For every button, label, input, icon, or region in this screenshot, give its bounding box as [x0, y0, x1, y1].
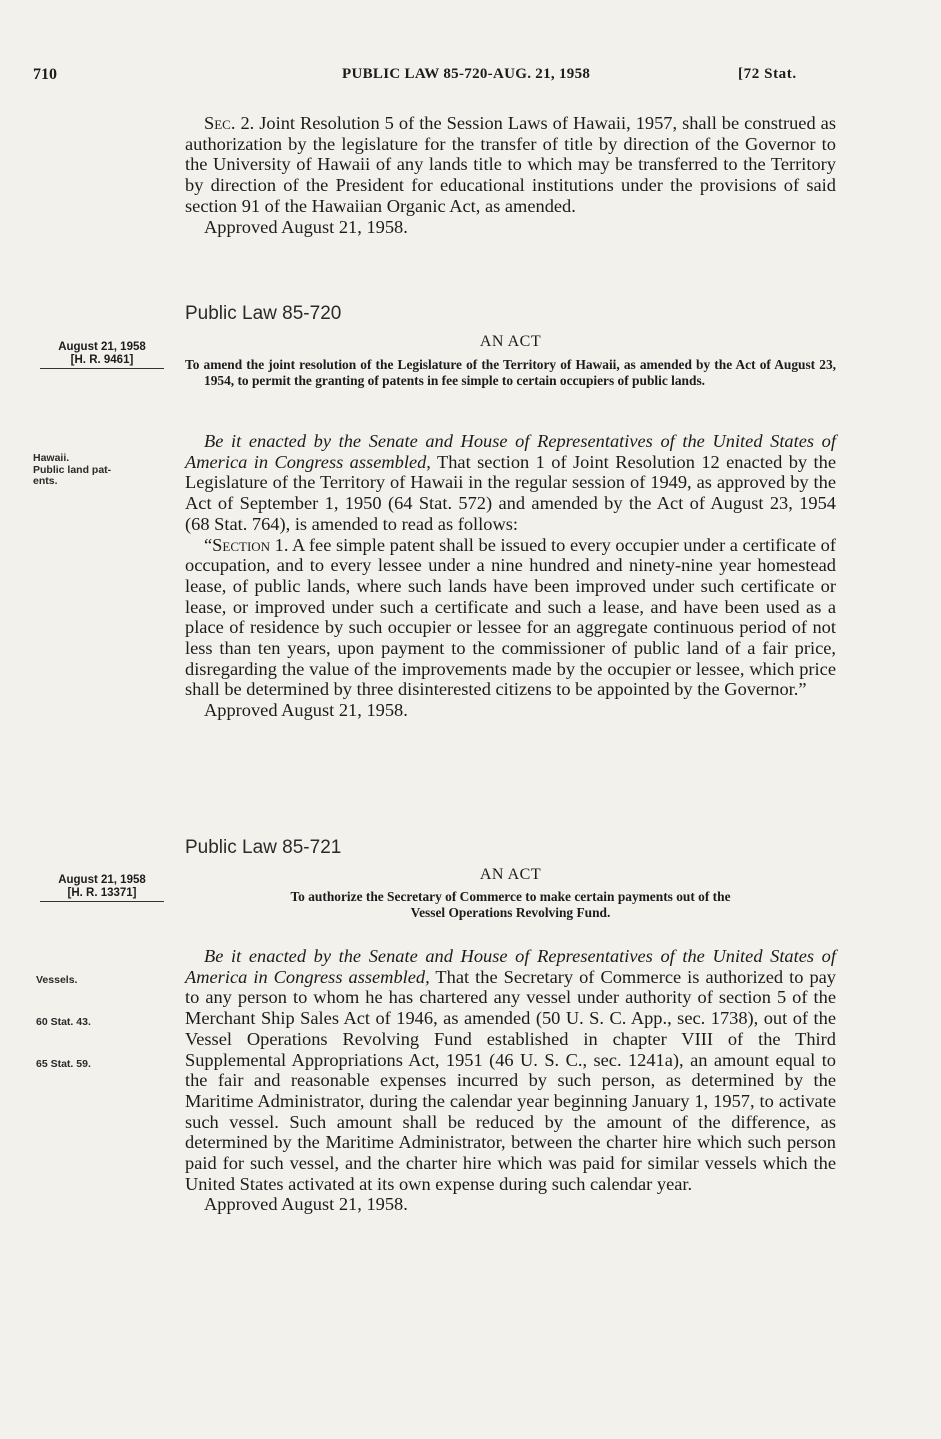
law-720-body — [185, 431, 836, 721]
section-2-block — [185, 113, 836, 237]
section-2-paragraph — [185, 113, 836, 217]
header-stat-reference: [72 Stat. — [738, 66, 797, 82]
law-720-title: Public Law 85-720 — [185, 303, 342, 324]
law-721-bill-number: [H. R. 13371] — [67, 886, 137, 899]
law-720-purpose-text: To amend the joint resolution of the Legislature of the Territory of Hawaii, as amended by the Act of August 23, 1954, to permit the granting of patents in fee simple to certain occupiers of public lands. — [185, 357, 836, 388]
law-720-margin-hawaii: Hawaii. — [33, 452, 70, 464]
law-721-body — [185, 946, 836, 1215]
law-721-enacting-paragraph — [185, 946, 836, 1194]
header-title: PUBLIC LAW 85-720-AUG. 21, 1958 — [342, 66, 591, 82]
law-721-margin-stat-1: 60 Stat. 43. — [36, 1016, 91, 1028]
law-720-date: August 21, 1958 — [58, 341, 146, 353]
law-720-body-text: That section 1 of Joint Resolution 12 enacted by the Legislature of the Territory of Hawaii in the regular session of 1949, as approved by the Act of September 1, 1950 (64 Stat. 572) and amended by the Act of August 23, 1954 (68 Stat. 764), is amended to read as follows: — [185, 451, 836, 534]
law-720-enacting-clause: Be it enacted by the Senate and House of Representatives of the United States of America in Congress assembled, — [185, 431, 836, 472]
law-720-margin-public-land: Public land pat- — [33, 463, 112, 476]
law-721-margin-date — [40, 874, 164, 902]
law-721-margin-vessels: Vessels. — [36, 974, 78, 986]
law-720-enacting-paragraph — [185, 431, 836, 535]
section-2-label: Sec. — [204, 113, 236, 133]
law-720-purpose — [185, 357, 836, 389]
law-720-approved: Approved August 21, 1958. — [204, 700, 408, 721]
law-720-bill-number: [H. R. 9461] — [70, 353, 134, 366]
law-720-margin-note — [33, 453, 111, 488]
law-721-approved: Approved August 21, 1958. — [204, 1194, 408, 1215]
law-721-date: August 21, 1958 — [58, 874, 146, 886]
section-2-approved: Approved August 21, 1958. — [204, 216, 408, 237]
law-721-body-text: That the Secretary of Commerce is authorized to pay to any person to whom he has chartered any vessel under authority of section 5 of the Merchant Ship Sales Act of 1946, as amended (50 U. S. C. App., sec. 1738), out of the Vessel Operations Revolving Fund established in chapter VIII of the Third Supplemental Appropriations Act, 1951 (46 U. S. C., sec. 1241a), an amount equal to the fair and reasonable expenses incurred by such person, as determined by the Maritime Administrator, during the calendar year beginning January 1, 1957, to activate such vessel. Such amount shall be reduced by the amount of the difference, as determined by the Maritime Administrator, between the charter hire which such person paid for such vessel, and the charter hire which was paid for similar vessels which the United States activated at its own expense during such calendar year. — [185, 966, 837, 1194]
law-721-purpose-line-2: Vessel Operations Revolving Fund. — [410, 905, 611, 920]
law-720-section-text: 1. A fee simple patent shall be issued to every occupier under a certificate of occupation, and to every lessee under a nine hundred and ninety-nine year homestead lease, of public lands, where such lands have been improved under such certificate or lease, or improved under such a certificate and such a lease, and have been used as a place of residence by such occupier or lessee for an aggregate continuous period of not less than ten years, upon payment to the commissioner of public land of a fair price, disregarding the value of the improvements made by the occupier or lessee, which price shall be determined by three disinterested citizens to be appointed by the Governor.” — [185, 534, 836, 700]
law-721-purpose — [185, 889, 836, 921]
law-721-an-act: AN ACT — [479, 866, 542, 883]
section-2-text: 2. Joint Resolution 5 of the Session Laws of Hawaii, 1957, shall be construed as authorization by the legislature for the transfer of title by direction of the Governor to the University of Hawaii of any lands title to which may be transferred to the Territory by direction of the President for educational institutions under the provisions of said section 91 of the Hawaiian Organic Act, as amended. — [185, 113, 836, 216]
law-721-margin-stat-2: 65 Stat. 59. — [36, 1058, 91, 1070]
law-720-an-act: AN ACT — [479, 333, 542, 350]
law-720-margin-date — [40, 341, 164, 369]
law-720-section-1-paragraph — [185, 535, 836, 701]
law-721-enacting-clause: Be it enacted by the Senate and House of Representatives of the United States of America in Congress assembled, — [185, 946, 836, 987]
law-721-title: Public Law 85-721 — [185, 837, 342, 858]
law-720-section-label: “Section — [204, 534, 271, 555]
law-721-purpose-line-1: To authorize the Secretary of Commerce to make certain payments out of the — [290, 889, 731, 904]
page-number: 710 — [33, 66, 57, 83]
running-header — [0, 66, 941, 90]
law-720-margin-ents: ents. — [33, 475, 58, 487]
